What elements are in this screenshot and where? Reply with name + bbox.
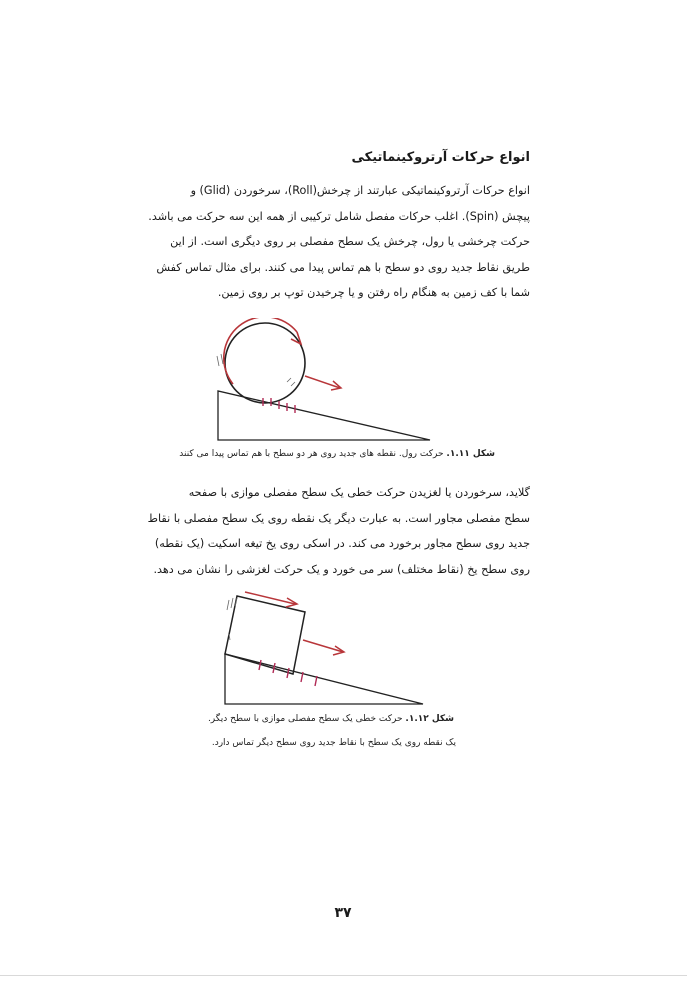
side-motion-arrow-icon bbox=[303, 640, 343, 652]
figure-roll-diagram bbox=[205, 318, 440, 446]
paragraph-line: طریق نقاط جدید روی دو سطح با هم تماس پیدا می کنند. برای مثال تماس کفش bbox=[156, 260, 530, 274]
page-number: ۳۷ bbox=[334, 905, 352, 921]
section-heading: انواع حرکات آرتروکینماتیکی bbox=[351, 150, 530, 165]
figure-label: شکل ۱.۱۱. bbox=[446, 449, 495, 459]
paragraph-line: جدید روی سطح مجاور برخورد می کند. در اسکی روی یخ تیغه اسکیت (یک نقطه) bbox=[154, 537, 530, 550]
paragraph-line: انواع حرکات آرتروکینماتیکی عبارتند از چرخش(Roll)، سرخوردن (Glid) و bbox=[190, 184, 530, 197]
paragraph-line: سطح مفصلی مجاور است. به عبارت دیگر یک نقطه روی یک سطح مفصلی با نقاط bbox=[147, 511, 530, 525]
figure-caption-text: حرکت رول. نقطه های جدید روی هر دو سطح با هم تماس پیدا می کنند bbox=[179, 449, 444, 459]
incline-ramp bbox=[225, 654, 423, 704]
paragraph-glide bbox=[128, 480, 530, 582]
paragraph-line: حرکت چرخشی یا رول، چرخش یک سطح مفصلی بر روی دیگری است. از این bbox=[170, 235, 530, 248]
rolling-ball bbox=[225, 323, 305, 403]
contact-point-ticks bbox=[259, 660, 317, 686]
page-divider bbox=[0, 975, 687, 976]
paragraph-line: پیچش (Spin). اغلب حرکات مفصل شامل ترکیبی از همه این سه حرکت می باشد. bbox=[148, 209, 530, 223]
figure-caption-1 bbox=[179, 449, 495, 459]
paragraph-line: شما با کف زمین به هنگام راه رفتن و یا چرخیدن توپ بر روی زمین. bbox=[217, 286, 530, 299]
figure-caption-text: حرکت خطی یک سطح مفصلی موازی با سطح دیگر. bbox=[207, 714, 403, 724]
incline-ramp bbox=[218, 391, 430, 440]
figure-caption-2 bbox=[208, 714, 454, 724]
rotation-arrow-icon bbox=[224, 318, 297, 384]
paragraph-roll bbox=[128, 178, 530, 306]
figure-caption-2-line2: یک نقطه روی یک سطح با نقاط جدید روی سطح دیگر تماس دارد. bbox=[211, 738, 456, 748]
paragraph-line: گلاید، سرخوردن یا لغزیدن حرکت خطی یک سطح مفصلی موازی با صفحه bbox=[188, 486, 530, 499]
figure-label: شکل ۱.۱۲. bbox=[405, 714, 454, 724]
sliding-block bbox=[225, 596, 305, 674]
figure-glide-diagram bbox=[215, 584, 430, 709]
paragraph-line: روی سطح یخ (نقاط مختلف) سر می خورد و یک حرکت لغزشی را نشان می دهد. bbox=[153, 562, 530, 576]
